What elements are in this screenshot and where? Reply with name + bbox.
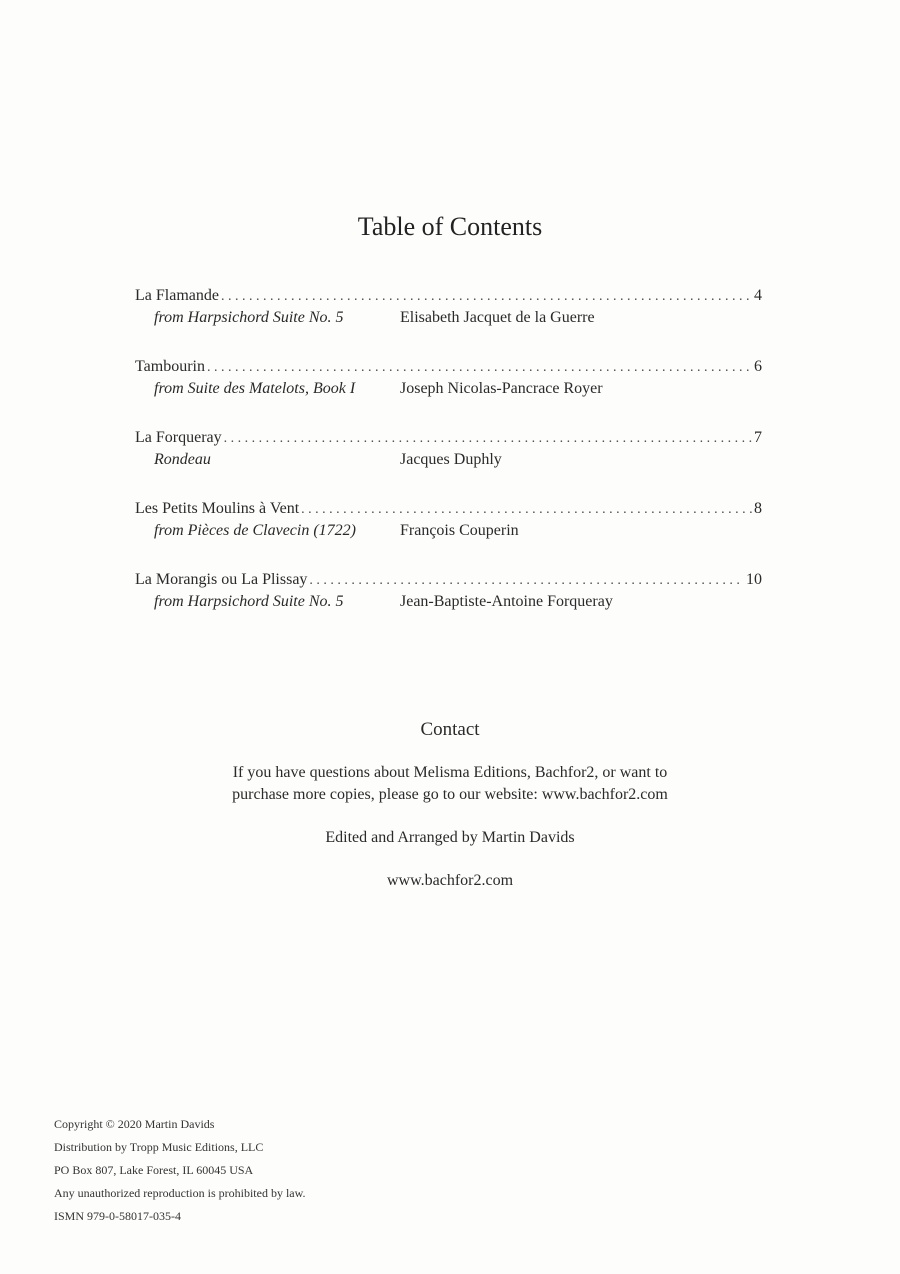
- editor-credit: Edited and Arranged by Martin Davids: [325, 829, 575, 846]
- dot-leader: [301, 502, 752, 518]
- toc-entry-title: Tambourin: [135, 358, 205, 375]
- toc-entry-source: from Harpsichord Suite No. 5: [154, 593, 344, 610]
- toc-entry-source: from Harpsichord Suite No. 5: [154, 309, 344, 326]
- dot-leader: [207, 360, 752, 376]
- table-of-contents: [135, 287, 762, 642]
- ismn-line: ISMN 979-0-58017-035-4: [54, 1209, 181, 1223]
- toc-entry: [135, 358, 762, 429]
- page-title: Table of Contents: [357, 212, 543, 241]
- contact-line-2: purchase more copies, please go to our website: www.bachfor2.com: [232, 786, 668, 803]
- distribution-line: Distribution by Tropp Music Editions, LLC: [54, 1140, 264, 1154]
- toc-entry: [135, 500, 762, 571]
- toc-entry-title: Les Petits Moulins à Vent: [135, 500, 300, 517]
- toc-entry-page: 4: [754, 287, 762, 304]
- contact-heading: Contact: [420, 719, 480, 740]
- toc-entry-composer: François Couperin: [400, 522, 519, 539]
- website-link[interactable]: www.bachfor2.com: [386, 872, 514, 889]
- toc-entry-page: 10: [746, 571, 762, 588]
- toc-entry-composer: Elisabeth Jacquet de la Guerre: [400, 309, 595, 326]
- contact-line-1: If you have questions about Melisma Editions, Bachfor2, or want to: [232, 764, 668, 781]
- dot-leader: [221, 289, 752, 305]
- copyright-footer: [54, 1113, 306, 1228]
- toc-entry-source: Rondeau: [154, 451, 211, 468]
- toc-entry-source: from Pièces de Clavecin (1722): [154, 522, 357, 539]
- toc-entry-page: 7: [754, 429, 762, 446]
- toc-entry-composer: Joseph Nicolas-Pancrace Royer: [400, 380, 603, 397]
- toc-entry-title: La Flamande: [135, 287, 219, 304]
- toc-entry-source: from Suite des Matelots, Book I: [154, 380, 356, 397]
- toc-entry: [135, 571, 762, 642]
- contact-paragraph: [0, 762, 900, 806]
- reproduction-notice: Any unauthorized reproduction is prohibited by law.: [54, 1186, 306, 1200]
- toc-entry-page: 8: [754, 500, 762, 517]
- toc-entry-composer: Jean-Baptiste-Antoine Forqueray: [400, 593, 613, 610]
- dot-leader: [309, 573, 744, 589]
- toc-entry-title: La Forqueray: [135, 429, 222, 446]
- toc-entry-title: La Morangis ou La Plissay: [135, 571, 308, 588]
- dot-leader: [224, 431, 752, 447]
- address-line: PO Box 807, Lake Forest, IL 60045 USA: [54, 1163, 254, 1177]
- copyright-line: Copyright © 2020 Martin Davids: [54, 1117, 215, 1131]
- toc-entry: [135, 287, 762, 358]
- toc-entry: [135, 429, 762, 500]
- toc-entry-composer: Jacques Duphly: [400, 451, 502, 468]
- toc-entry-page: 6: [754, 358, 762, 375]
